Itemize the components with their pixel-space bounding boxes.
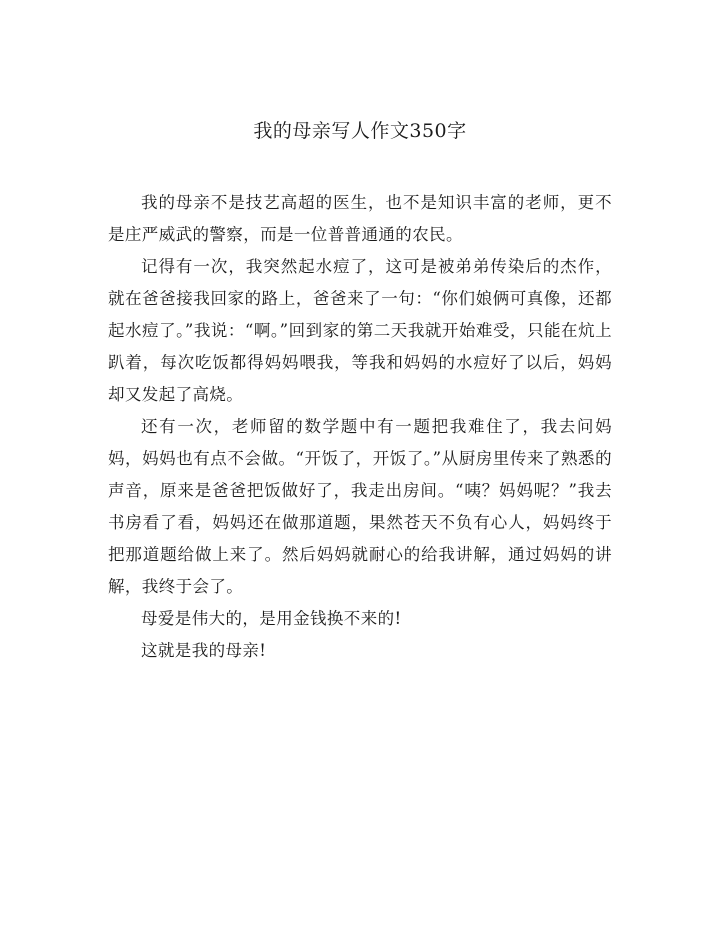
paragraph-4: 母爱是伟大的，是用金钱换不来的!: [141, 609, 402, 628]
paragraph-1: 我的母亲不是技艺高超的医生，也不是知识丰富的老师，更不是庄严威武的警察，而是一位普普通通的农民。: [108, 193, 612, 244]
paragraph-2: 记得有一次，我突然起水痘了，这可是被弟弟传染后的杰作，就在爸爸接我回家的路上，爸爸来了一句：“你们娘俩可真像，还都起水痘了。”我说：“啊。”回到家的第二天我就开始难受，只能在炕上趴着，每次吃饭都得妈妈喂我，等我和妈妈的水痘好了以后，妈妈却又发起了高烧。: [108, 257, 612, 404]
paragraph-3: 还有一次，老师留的数学题中有一题把我难住了，我去问妈妈，妈妈也有点不会做。“开饭了，开饭了。”从厨房里传来了熟悉的声音，原来是爸爸把饭做好了，我走出房间。“咦？妈妈呢？”我去书房看了看，妈妈还在做那道题，果然苍天不负有心人，妈妈终于把那道题给做上来了。然后妈妈就耐心的给我讲解，通过妈妈的讲解，我终于会了。: [108, 417, 612, 596]
document-body: [108, 187, 612, 667]
document-title: 我的母亲写人作文350字: [253, 120, 467, 142]
paragraph-5: 这就是我的母亲!: [141, 641, 267, 660]
